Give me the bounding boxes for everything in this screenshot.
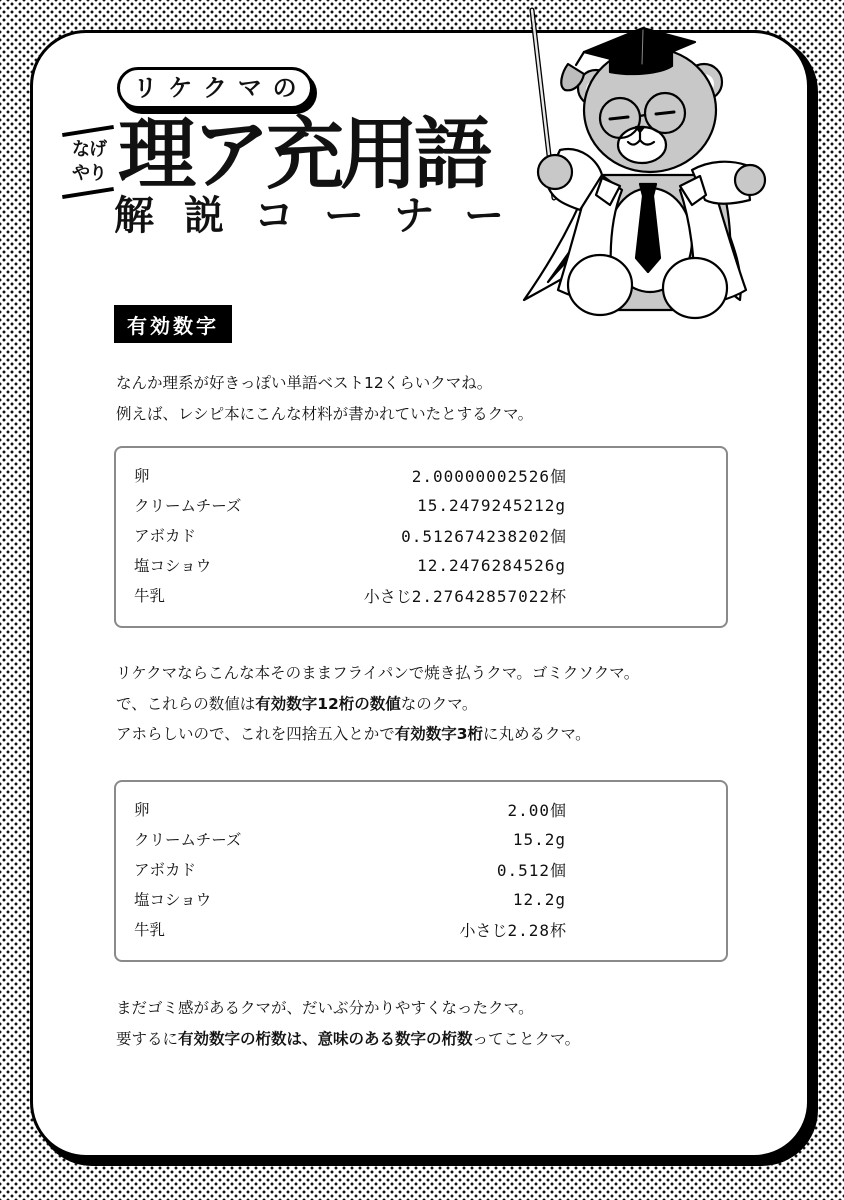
- bear-professor-illustration: [510, 0, 810, 330]
- subtitle-char: ー: [324, 193, 364, 239]
- side-label-bottom: やり: [72, 163, 106, 184]
- ingredient-name: 卵: [134, 467, 150, 485]
- subtitle-char: 説: [184, 193, 224, 239]
- ingredient-amount: 15.2g: [512, 829, 566, 849]
- ingredient-row: [134, 550, 566, 580]
- bubble-char: ク: [202, 74, 227, 102]
- bubble-char: リ: [133, 74, 158, 102]
- ingredient-name: クリームチーズ: [134, 497, 242, 515]
- intro-line: 例えば、レシピ本にこんな材料が書かれていたとするクマ。: [116, 404, 534, 423]
- page-subtitle: [114, 193, 504, 239]
- ingredient-row: [134, 824, 566, 854]
- explanation-line: で、これらの数値は有効数字12桁の数値なのクマ。: [116, 694, 478, 713]
- intro-line: なんか理系が好きっぽい単語ベスト12くらいクマね。: [116, 374, 493, 392]
- ingredients-rounded-box: [114, 780, 728, 962]
- ingredient-row: [134, 794, 566, 824]
- section-badge: 有効数字: [114, 305, 232, 343]
- bubble-char: ケ: [168, 74, 193, 102]
- ingredient-amount: 0.512674238202個: [401, 526, 566, 546]
- ingredient-row: [134, 460, 566, 490]
- ingredient-name: 牛乳: [134, 587, 166, 605]
- ingredient-amount: 0.512個: [496, 860, 566, 880]
- ingredient-row: [134, 854, 566, 884]
- ingredient-name: 塩コショウ: [134, 557, 212, 575]
- slash-line: [62, 125, 114, 137]
- ingredient-amount: 15.2479245212g: [417, 495, 566, 515]
- ingredient-row: [134, 520, 566, 550]
- subtitle-char: 解: [114, 193, 154, 239]
- ingredients-original-box: [114, 446, 728, 628]
- side-label-top: なげ: [72, 139, 106, 160]
- conclusion-line: まだゴミ感があるクマが、だいぶ分かりやすくなったクマ。: [116, 999, 534, 1017]
- emphasis: 有効数字12桁の数値: [255, 694, 401, 713]
- side-label: [60, 123, 122, 201]
- subtitle-char: コ: [254, 193, 294, 239]
- ingredient-name: アボカド: [134, 527, 197, 545]
- ingredient-name: アボカド: [134, 861, 197, 879]
- explanation-line: リケクマならこんな本そのままフライパンで焼き払うクマ。ゴミクソクマ。: [116, 664, 640, 682]
- ingredient-amount: 12.2476284526g: [417, 555, 566, 575]
- ingredient-name: 卵: [134, 801, 150, 819]
- ingredient-row: [134, 884, 566, 914]
- ingredient-name: 牛乳: [134, 921, 166, 939]
- explanation-line: アホらしいので、これを四捨五入とかで有効数字3桁に丸めるクマ。: [116, 725, 591, 743]
- ingredient-amount: 2.00個: [507, 800, 566, 820]
- slash-line: [62, 187, 114, 199]
- ingredient-row: [134, 914, 566, 944]
- ingredient-row: [134, 490, 566, 520]
- title-bubble: [117, 67, 313, 109]
- page-title: 理ア充用語: [118, 109, 489, 200]
- bubble-char: マ: [237, 74, 262, 102]
- ingredient-amount: 2.00000002526個: [411, 466, 566, 486]
- intro-paragraph: [116, 368, 533, 429]
- emphasis: 有効数字3桁: [394, 725, 483, 743]
- conclusion-paragraph: [116, 993, 580, 1054]
- ingredient-row: [134, 580, 566, 610]
- subtitle-char: ー: [464, 193, 504, 239]
- ingredient-amount: 12.2g: [512, 889, 566, 909]
- emphasis: 有効数字の桁数は、意味のある数字の桁数: [178, 1029, 473, 1048]
- ingredient-amount: 小さじ2.27642857022杯: [363, 586, 566, 606]
- ingredient-name: 塩コショウ: [134, 891, 212, 909]
- conclusion-line: 要するに有効数字の桁数は、意味のある数字の桁数ってことクマ。: [116, 1029, 581, 1048]
- subtitle-char: ナ: [394, 193, 434, 239]
- explanation-paragraph: [116, 658, 639, 750]
- bubble-char: の: [272, 74, 297, 102]
- ingredient-name: クリームチーズ: [134, 831, 242, 849]
- ingredient-amount: 小さじ2.28杯: [459, 920, 566, 940]
